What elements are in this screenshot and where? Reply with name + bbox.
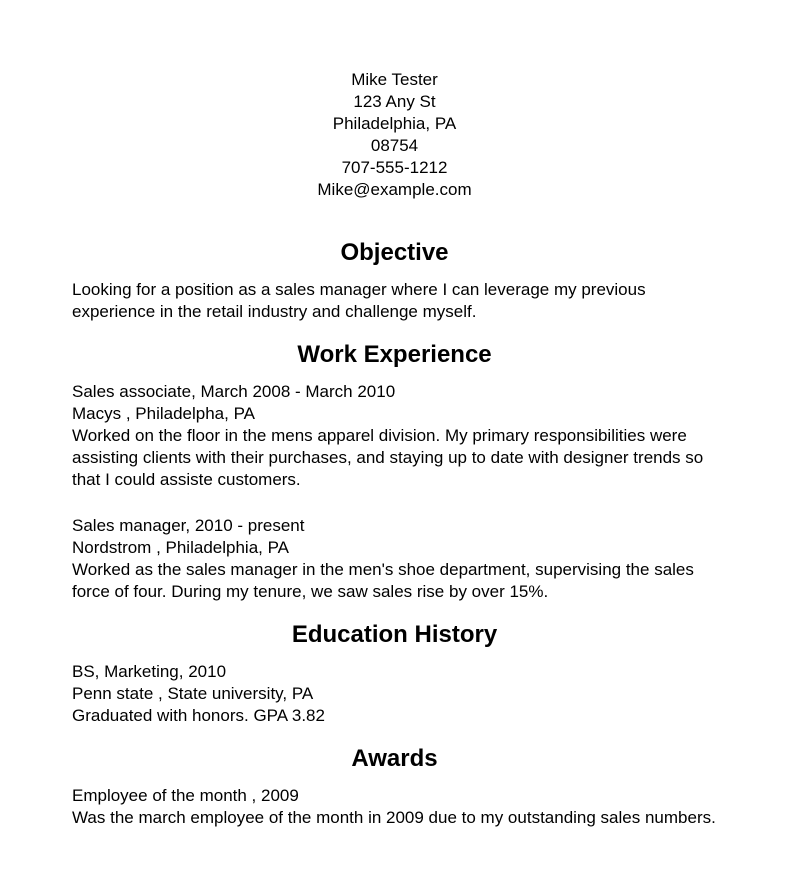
award-entry xyxy=(72,785,717,829)
objective-section xyxy=(72,239,717,323)
job-title-dates: Sales manager, 2010 - present xyxy=(72,516,305,535)
awards-heading: Awards xyxy=(351,745,438,772)
job-description: Worked as the sales manager in the men's shoe department, supervising the sales force of four. During my tenure, we saw sales rise by over 15%. xyxy=(72,560,694,601)
contact-phone: 707-555-1212 xyxy=(341,158,448,177)
award-title: Employee of the month , 2009 xyxy=(72,786,299,805)
job-entry xyxy=(72,381,717,491)
education-degree: BS, Marketing, 2010 xyxy=(72,662,227,681)
education-section xyxy=(72,621,717,727)
contact-header xyxy=(72,69,717,201)
objective-text: Looking for a position as a sales manager where I can leverage my previous experience in the retail industry and challenge myself. xyxy=(72,280,646,321)
job-description: Worked on the floor in the mens apparel division. My primary responsibilities were assisting clients with their purchases, and staying up to date with designer trends so that I could assiste customers. xyxy=(72,426,704,489)
contact-zip: 08754 xyxy=(370,136,419,155)
education-notes: Graduated with honors. GPA 3.82 xyxy=(72,706,325,725)
awards-section xyxy=(72,745,717,829)
work-experience-section xyxy=(72,341,717,603)
contact-email: Mike@example.com xyxy=(317,180,472,199)
job-title-dates: Sales associate, March 2008 - March 2010 xyxy=(72,382,396,401)
contact-name: Mike Tester xyxy=(351,70,438,89)
education-entry xyxy=(72,661,717,727)
education-heading: Education History xyxy=(291,621,498,648)
job-entry xyxy=(72,515,717,603)
job-company-location: Macys , Philadelpha, PA xyxy=(72,404,255,423)
contact-city-state: Philadelphia, PA xyxy=(332,114,457,133)
work-experience-heading: Work Experience xyxy=(297,341,492,368)
objective-heading: Objective xyxy=(340,239,449,266)
education-school: Penn state , State university, PA xyxy=(72,684,314,703)
award-description: Was the march employee of the month in 2009 due to my outstanding sales numbers. xyxy=(72,808,716,827)
contact-street: 123 Any St xyxy=(353,92,436,111)
job-company-location: Nordstrom , Philadelphia, PA xyxy=(72,538,290,557)
